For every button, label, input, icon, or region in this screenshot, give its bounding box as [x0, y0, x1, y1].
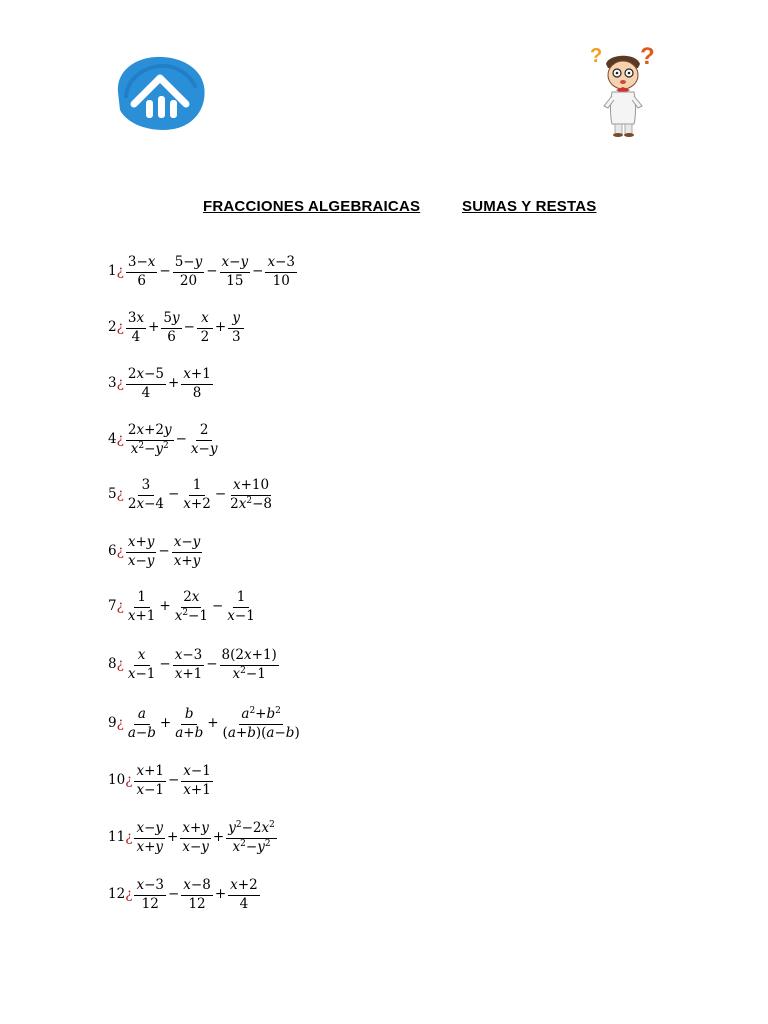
fraction: [228, 312, 244, 344]
exercise-number: 4: [108, 431, 117, 448]
exercise-number: 2: [108, 319, 117, 336]
fraction: [173, 649, 205, 681]
numerator: x−y: [220, 256, 251, 273]
denominator: (a+b)(a−b): [222, 724, 300, 741]
denominator: x−y: [127, 552, 155, 569]
exercise-number: 11: [108, 829, 126, 846]
numerator: 2x: [181, 591, 201, 608]
denominator: x+1: [127, 607, 156, 624]
numerator: x+10: [231, 479, 271, 496]
numerator: y: [228, 312, 244, 329]
denominator: $x^2-1$: [232, 665, 266, 682]
inverted-question-mark: ¿: [116, 319, 124, 336]
fraction: [181, 368, 213, 400]
fraction: [173, 708, 205, 740]
operator: −: [214, 486, 227, 503]
operator: −: [167, 486, 180, 503]
numerator: x: [134, 649, 150, 666]
fraction: [197, 312, 213, 344]
denominator: x−1: [136, 781, 164, 798]
denominator: 4: [131, 328, 141, 345]
numerator: 3x: [126, 312, 146, 329]
house-logo-icon: [112, 52, 208, 134]
denominator: $x^2-y^2$: [232, 838, 271, 855]
numerator: $a^2+b^2$: [239, 708, 283, 725]
fraction: [228, 879, 260, 911]
denominator: 2: [200, 328, 210, 345]
operator: −: [167, 886, 180, 903]
exercise-number: 8: [108, 656, 117, 673]
denominator: a+b: [175, 724, 204, 741]
denominator: 6: [167, 328, 176, 345]
numerator: x−3: [173, 649, 205, 666]
denominator: x−y: [190, 440, 218, 457]
logo: [112, 52, 208, 134]
numerator: x+2: [228, 879, 260, 896]
fraction: [126, 424, 174, 456]
inverted-question-mark: ¿: [116, 715, 124, 732]
fraction: [126, 256, 158, 288]
operator: −: [167, 772, 180, 789]
numerator: x−1: [181, 765, 213, 782]
operator: +: [159, 715, 172, 732]
fraction: [126, 591, 158, 623]
fraction: [181, 479, 213, 511]
denominator: 15: [226, 272, 244, 289]
exercise-number: 5: [108, 486, 117, 503]
operator: +: [159, 598, 171, 615]
fraction: [221, 708, 302, 740]
operator: −: [252, 263, 264, 280]
fraction: [173, 591, 210, 623]
fraction: [126, 649, 158, 681]
numerator: x−3: [265, 256, 297, 273]
inverted-question-mark: ¿: [116, 656, 124, 673]
operator: −: [211, 598, 224, 615]
operator: +: [214, 886, 227, 903]
numerator: x: [197, 312, 213, 329]
exercise-number: 7: [108, 598, 117, 615]
numerator: 5−y: [173, 256, 205, 273]
operator: +: [214, 319, 227, 336]
inverted-question-mark: ¿: [116, 598, 124, 615]
exercise-number: 6: [108, 543, 117, 560]
inverted-question-mark: ¿: [116, 486, 124, 503]
operator: +: [207, 715, 219, 732]
exercise-8: [108, 649, 280, 681]
fraction: [134, 879, 166, 911]
exercise-12: [108, 879, 261, 911]
inverted-question-mark: ¿: [116, 431, 124, 448]
thinking-character-illustration: [584, 42, 662, 138]
fraction: [134, 822, 165, 854]
fraction: [265, 256, 297, 288]
operator: +: [167, 375, 180, 392]
exercise-number: 10: [108, 772, 126, 789]
denominator: x−1: [127, 665, 156, 682]
operator: +: [167, 829, 179, 846]
fraction: [189, 424, 220, 456]
svg-text:?: ?: [640, 43, 655, 70]
inverted-question-mark: ¿: [116, 263, 124, 280]
numerator: b: [181, 708, 197, 725]
denominator: $2x^2-8$: [230, 495, 272, 512]
title-fracciones-algebraicas: FRACCIONES ALGEBRAICAS: [203, 198, 421, 215]
exercise-number: 1: [108, 263, 117, 280]
fraction: [172, 536, 203, 568]
inverted-question-mark: ¿: [116, 375, 124, 392]
fraction: [181, 765, 213, 797]
exercise-number: 12: [108, 886, 126, 903]
exercise-2: [108, 312, 245, 344]
denominator: 20: [179, 272, 198, 289]
operator: −: [159, 656, 171, 673]
fraction: [126, 479, 166, 511]
numerator: x+y: [180, 822, 211, 839]
operator: −: [183, 319, 195, 336]
fraction: [220, 256, 251, 288]
denominator: x+y: [136, 838, 164, 855]
numerator: 1: [233, 591, 249, 608]
operator: +: [212, 829, 225, 846]
numerator: a: [134, 708, 150, 725]
exercise-number: 9: [108, 715, 117, 732]
title-sumas-y-restas: SUMAS Y RESTAS: [462, 198, 597, 215]
fraction: [161, 312, 181, 344]
operator: −: [159, 263, 171, 280]
denominator: $x^2-1$: [174, 607, 208, 624]
numerator: x−y: [134, 822, 165, 839]
exercise-6: [108, 536, 203, 568]
inverted-question-mark: ¿: [125, 829, 133, 846]
exercise-5: [108, 479, 275, 511]
numerator: 3−x: [126, 256, 158, 273]
numerator: 1: [134, 591, 150, 608]
denominator: 2x−4: [127, 495, 164, 512]
numerator: 5y: [161, 312, 181, 329]
thinking-person-icon: [584, 42, 662, 138]
denominator: 4: [141, 384, 151, 401]
exercise-3: [108, 368, 214, 400]
denominator: $x^2-y^2$: [130, 440, 169, 457]
fraction: [226, 822, 277, 854]
exercise-9: [108, 708, 303, 740]
fraction: [126, 368, 166, 400]
inverted-question-mark: ¿: [125, 772, 133, 789]
numerator: 1: [189, 479, 205, 496]
denominator: 3: [231, 328, 241, 345]
operator: +: [148, 319, 160, 336]
numerator: x+y: [126, 536, 157, 553]
numerator: 3: [138, 479, 154, 496]
fraction: [126, 536, 157, 568]
numerator: x−8: [181, 879, 213, 896]
numerator: $y^2-2x^2$: [226, 822, 277, 839]
fraction: [225, 591, 257, 623]
denominator: x−1: [227, 607, 255, 624]
operator: −: [158, 543, 170, 560]
denominator: 12: [141, 895, 159, 912]
numerator: x−3: [134, 879, 166, 896]
operator: −: [175, 431, 187, 448]
exercise-11: [108, 822, 278, 854]
fraction: [173, 256, 205, 288]
fraction: [134, 765, 166, 797]
numerator: x−y: [172, 536, 203, 553]
inverted-question-mark: ¿: [125, 886, 133, 903]
denominator: 10: [272, 272, 290, 289]
fraction: [228, 479, 274, 511]
fraction: [220, 649, 279, 681]
fraction: [180, 822, 211, 854]
exercise-4: [108, 424, 221, 456]
denominator: 6: [137, 272, 146, 289]
numerator: 2x+2y: [126, 424, 174, 441]
exercise-number: 3: [108, 375, 117, 392]
denominator: 4: [239, 895, 249, 912]
numerator: 8(2x+1): [220, 649, 279, 666]
fraction: [126, 312, 146, 344]
numerator: 2x−5: [126, 368, 166, 385]
numerator: x+1: [134, 765, 166, 782]
denominator: x+1: [174, 665, 203, 682]
fraction: [126, 708, 158, 740]
inverted-question-mark: ¿: [116, 543, 124, 560]
denominator: x+2: [183, 495, 211, 512]
numerator: x+1: [181, 368, 213, 385]
denominator: x+1: [183, 781, 211, 798]
exercise-1: [108, 256, 298, 288]
denominator: 12: [188, 895, 206, 912]
denominator: 8: [192, 384, 202, 401]
denominator: a−b: [127, 724, 156, 741]
svg-text:?: ?: [590, 45, 603, 67]
denominator: x−y: [182, 838, 209, 855]
denominator: x+y: [173, 552, 201, 569]
exercise-7: [108, 591, 258, 623]
fraction: [181, 879, 213, 911]
operator: −: [206, 656, 218, 673]
operator: −: [206, 263, 218, 280]
exercise-10: [108, 765, 214, 797]
numerator: 2: [196, 424, 212, 441]
